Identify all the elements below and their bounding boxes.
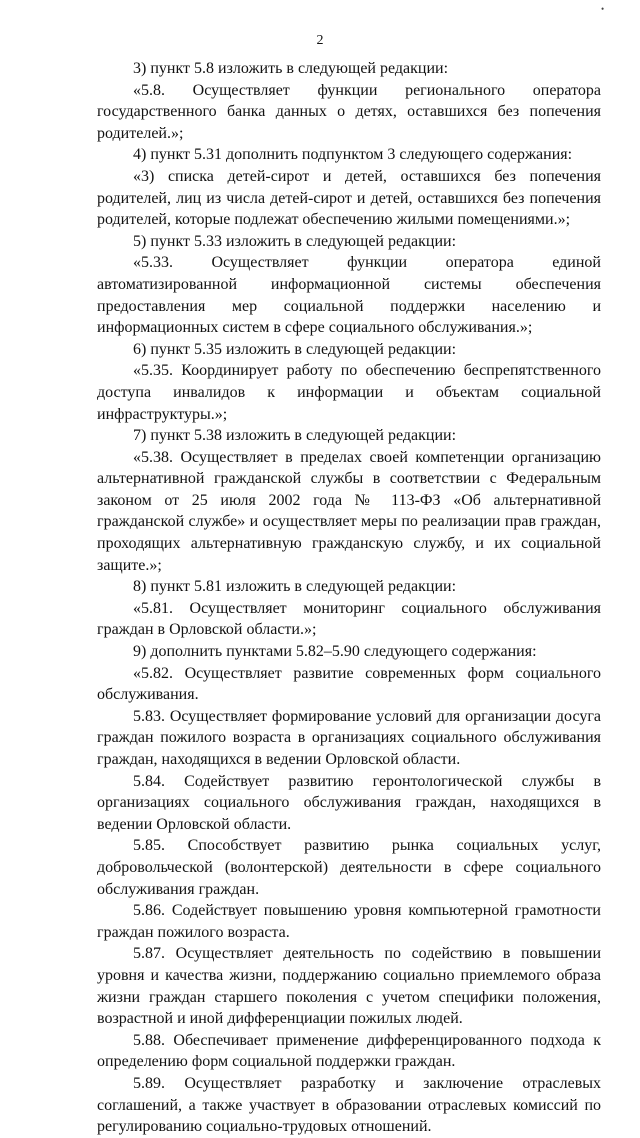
paragraph-5-88: 5.88. Обеспечивает применение дифференцированного подхода к определению форм социальной поддержки граждан.: [97, 1031, 601, 1071]
paragraph-5-81: «5.81. Осуществляет мониторинг социального обслуживания граждан в Орловской области.»;: [97, 599, 601, 639]
paragraph-5-8: «5.8. Осуществляет функции регионального оператора государственного банка данных о детях, оставшихся без попечения родителей.»;: [97, 81, 601, 142]
paragraph-item-7: 7) пункт 5.38 изложить в следующей редакции:: [133, 427, 457, 445]
paragraph-5-82: «5.82. Осуществляет развитие современных форм социального обслуживания.: [97, 664, 601, 704]
paragraph-5-33: «5.33. Осуществляет функции оператора единой автоматизированной информационной системы обеспечения предоставления мер социальной поддержки населению и информационных систем в сфере социального обслуживания.»;: [97, 254, 601, 337]
paragraph-item-9: 9) дополнить пунктами 5.82–5.90 следующего содержания:: [133, 643, 537, 661]
paragraph-5-89: 5.89. Осуществляет разработку и заключение отраслевых соглашений, а также участвует в образовании отраслевых комиссий по регулированию социально-трудовых отношений.: [97, 1074, 601, 1136]
page-number: 2: [316, 33, 324, 48]
paragraph-item-3: 3) пункт 5.8 изложить в следующей редакции:: [133, 60, 449, 77]
paragraph-item-4: 4) пункт 5.31 дополнить подпунктом 3 следующего содержания:: [133, 146, 573, 164]
paragraph-5-84: 5.84. Содействует развитию геронтологической службы в организациях социального обслуживания граждан, находящихся в ведении Орловской области.: [97, 772, 601, 833]
paragraph-5-38: «5.38. Осуществляет в пределах своей компетенции организацию альтернативной гражданской службы в соответствии с Федеральным законом от 25 июля 2002 года № 113-ФЗ «Об альтернативной гражданской службе» и осуществляет меры по реализации прав граждан, проходящих альтернативную гражданскую службу, и их социальной защите.»;: [97, 448, 601, 574]
document-body: [97, 58, 601, 1138]
paragraph-5-85: 5.85. Способствует развитию рынка социальных услуг, добровольческой (волонтерской) деятельности в сфере социального обслуживания граждан.: [97, 837, 601, 898]
paragraph-5-87: 5.87. Осуществляет деятельность по содействию в повышении уровня и качества жизни, поддержанию социально приемлемого образа жизни граждан старшего поколения с учетом специфики положения, возрастной и иной дифференциации пожилых людей.: [97, 945, 601, 1028]
corner-mark: •: [601, 4, 605, 14]
paragraph-5-35: «5.35. Координирует работу по обеспечению беспрепятственного доступа инвалидов к информации и объектам социальной инфраструктуры.»;: [97, 362, 601, 423]
paragraph-item-8: 8) пункт 5.81 изложить в следующей редакции:: [133, 578, 457, 596]
paragraph-subitem-3: «3) списка детей-сирот и детей, оставшихся без попечения родителей, лиц из числа детей-сирот и детей, оставшихся без попечения родителей, которые подлежат обеспечению жилыми помещениями.»;: [97, 167, 601, 229]
paragraph-5-83: 5.83. Осуществляет формирование условий для организации досуга граждан пожилого возраста в организациях социального обслуживания граждан, находящихся в ведении Орловской области.: [97, 707, 601, 768]
paragraph-item-6: 6) пункт 5.35 изложить в следующей редакции:: [133, 340, 457, 358]
paragraph-item-5: 5) пункт 5.33 изложить в следующей редакции:: [133, 232, 457, 250]
paragraph-5-86: 5.86. Содействует повышению уровня компьютерной грамотности граждан пожилого возраста.: [97, 902, 601, 941]
